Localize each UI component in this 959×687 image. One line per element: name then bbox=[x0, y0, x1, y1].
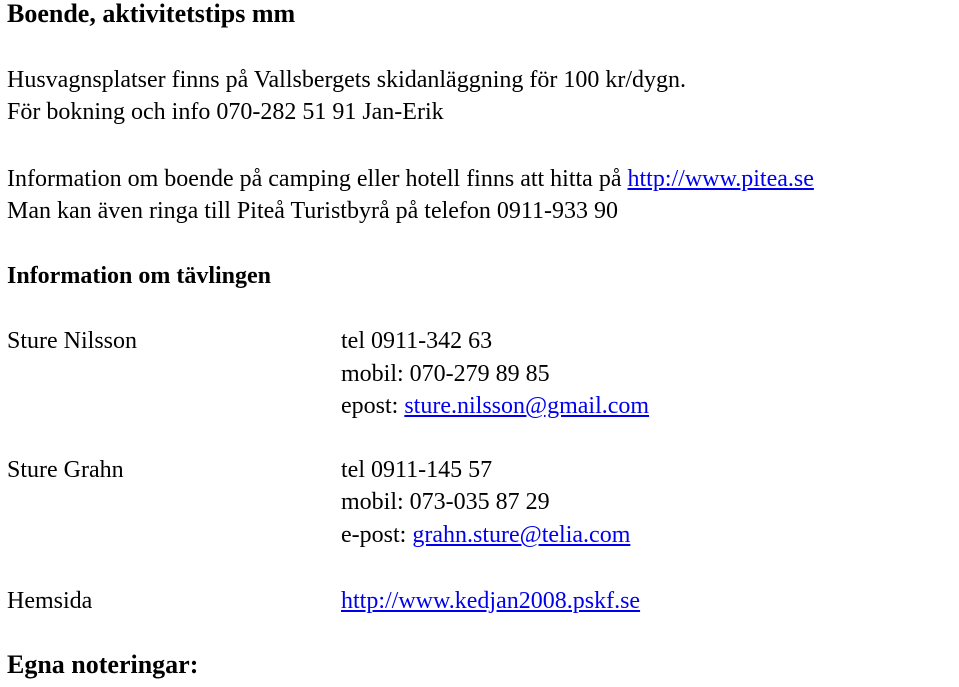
contact-email-link[interactable]: sture.nilsson@gmail.com bbox=[404, 393, 650, 419]
contact-mobil: mobil: 073-035 87 29 bbox=[341, 489, 550, 515]
contact-email-label: e-post: bbox=[341, 522, 413, 548]
husvagn-line-1: Husvagnsplatser finns på Vallsbergets skidanläggning för 100 kr/dygn. bbox=[7, 67, 687, 93]
contact-email-line bbox=[341, 392, 649, 420]
contact-name: Sture Grahn bbox=[7, 457, 124, 483]
contact-name: Sture Nilsson bbox=[7, 328, 138, 354]
heading-boende: Boende, aktivitetstips mm bbox=[7, 0, 296, 28]
contact-mobil: mobil: 070-279 89 85 bbox=[341, 361, 550, 387]
boende-info-line-2: Man kan även ringa till Piteå Turistbyrå på telefon 0911-933 90 bbox=[7, 198, 619, 224]
hemsida-label: Hemsida bbox=[7, 588, 93, 614]
contact-email-line bbox=[341, 521, 630, 549]
boende-info-text: Information om boende på camping eller hotell finns att hitta på bbox=[7, 166, 628, 192]
heading-tavling: Information om tävlingen bbox=[7, 263, 271, 289]
boende-info-line-1 bbox=[7, 165, 814, 193]
contact-tel: tel 0911-145 57 bbox=[341, 457, 493, 483]
contact-email-link[interactable]: grahn.sture@telia.com bbox=[412, 522, 631, 548]
pitea-link[interactable]: http://www.pitea.se bbox=[627, 166, 814, 192]
heading-noteringar: Egna noteringar: bbox=[7, 650, 199, 679]
contact-email-label: epost: bbox=[341, 393, 405, 419]
husvagn-line-2: För bokning och info 070-282 51 91 Jan-Erik bbox=[7, 99, 444, 125]
hemsida-link[interactable]: http://www.kedjan2008.pskf.se bbox=[341, 588, 641, 614]
contact-tel: tel 0911-342 63 bbox=[341, 328, 493, 354]
